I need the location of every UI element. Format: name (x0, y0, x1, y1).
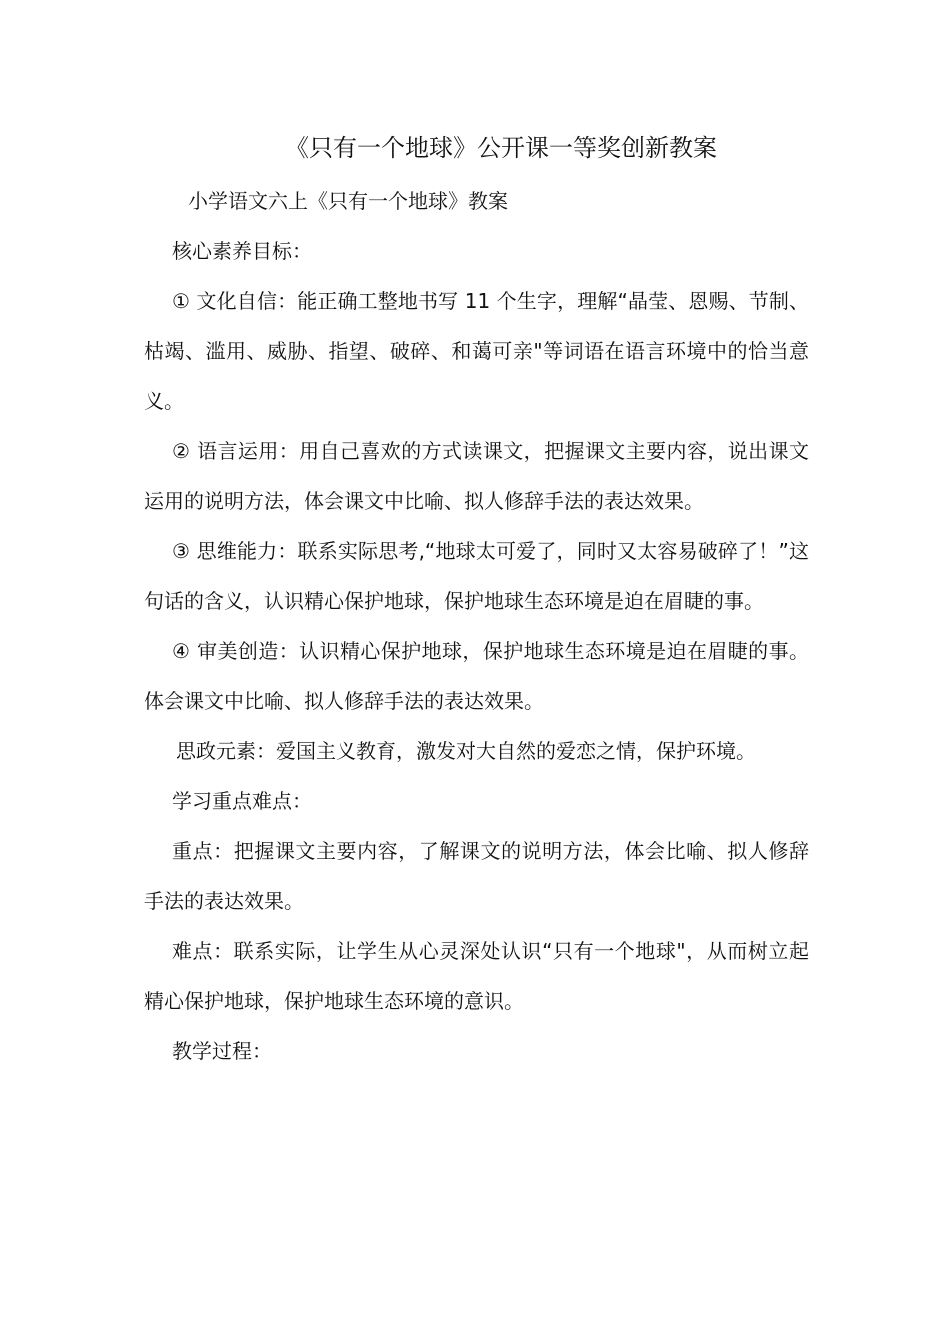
subtitle-paragraph: 小学语文六上《只有一个地球》教案 (188, 189, 508, 213)
goal-language-use: ② 语言运用：用自己喜欢的方式读课文，把握课文主要内容，说出课文运用的说明方法，体会课文中比喻、拟人修辞手法的表达效果。 (144, 439, 809, 513)
key-point: 重点：把握课文主要内容，了解课文的说明方法，体会比喻、拟人修辞手法的表达效果。 (144, 839, 809, 913)
core-literacy-heading: 核心素养目标： (172, 239, 312, 263)
goal-cultural-confidence: ① 文化自信：能正确工整地书写 11 个生字，理解“晶莹、恩赐、节制、枯竭、滥用、威胁、指望、破碎、和蔼可亲"等词语在语言环境中的恰当意义。 (144, 289, 809, 413)
ideological-element: 思政元素：爱国主义教育，激发对大自然的爱恋之情，保护环境。 (176, 739, 756, 763)
document-title: 《只有一个地球》公开课一等奖创新教案 (285, 134, 717, 162)
key-difficult-points-heading: 学习重点难点： (172, 789, 312, 813)
goal-thinking-ability: ③ 思维能力：联系实际思考,“地球太可爱了，同时又太容易破碎了！”这句话的含义，认识精心保护地球，保护地球生态环境是迫在眉睫的事。 (144, 539, 809, 613)
document-body (144, 176, 809, 1076)
goal-aesthetic-creation: ④ 审美创造：认识精心保护地球，保护地球生态环境是迫在眉睫的事。体会课文中比喻、拟人修辞手法的表达效果。 (144, 639, 809, 713)
difficult-point: 难点：联系实际，让学生从心灵深处认识“只有一个地球"，从而树立起精心保护地球，保护地球生态环境的意识。 (144, 939, 809, 1013)
teaching-process-heading: 教学过程： (172, 1039, 272, 1063)
